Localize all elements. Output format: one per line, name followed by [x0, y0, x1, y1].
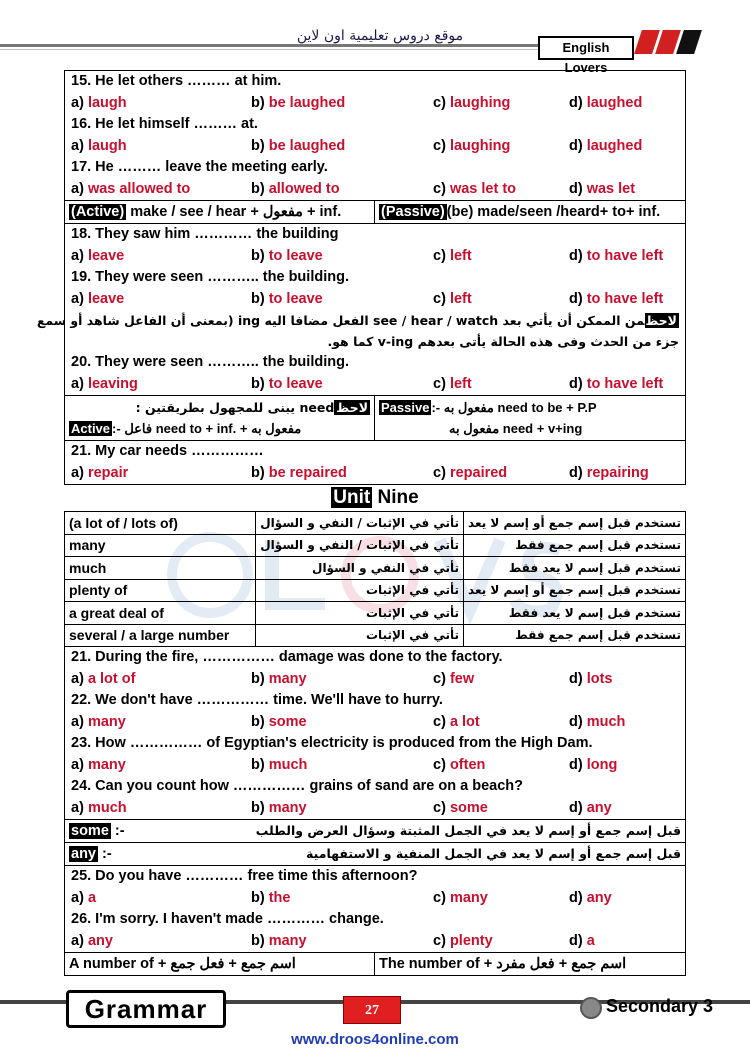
options-15 [71, 93, 679, 115]
note-see-hear-line1: لاحظمن الممكن أن يأتي بعد see / hear / watch الفعل مضافا اليه ing (بمعنى أن الفاعل شاهد أو سمع [36, 313, 677, 328]
quantifier-word: plenty of [65, 579, 256, 602]
option-b: b) to leave [251, 290, 323, 307]
question-block-need [64, 441, 686, 485]
option-c: c) some [433, 799, 488, 816]
option-d: d) laughed [569, 94, 643, 111]
question-block-see [36, 224, 686, 396]
options-16 [71, 136, 679, 158]
option-b: b) many [251, 670, 307, 687]
quantifier-word: much [65, 557, 256, 580]
unit-title: Unit Nine [333, 487, 419, 508]
rule-need-passive-2: مفعول به need + v+ing [449, 421, 583, 436]
quantifier-noun-type: تستخدم قبل إسم جمع فقط [464, 534, 686, 557]
quantifier-usage: تأتي في الإثبات [256, 602, 464, 625]
option-b: b) many [251, 799, 307, 816]
rule-any [64, 843, 686, 866]
rule-active-passive [64, 201, 686, 224]
note-see-hear-line2: جزء من الحدث وفى هذه الحالة يأتى بعدهم v-ing كما هو. [327, 334, 679, 349]
rule-some-text: قبل إسم جمع أو إسم لا يعد في الجمل المثبتة وسؤال العرض والطلب [255, 823, 681, 838]
option-c: c) left [433, 247, 472, 264]
option-b: b) the [251, 889, 291, 906]
option-b: b) to leave [251, 247, 323, 264]
option-c: c) many [433, 889, 488, 906]
rule-any-text: قبل إسم جمع أو إسم لا يعد في الجمل المنفية و الاستفهامية [306, 846, 681, 861]
question-16: 16. He let himself ……… at. [71, 116, 258, 132]
quantifier-noun-type: تستخدم قبل إسم جمع أو إسم لا يعد [464, 512, 686, 535]
question-15: 15. He let others ……… at him. [71, 73, 282, 89]
option-c: c) was let to [433, 180, 517, 197]
quantifier-usage: تأتي في الإثبات [256, 624, 464, 647]
rule-any-label: any :- [71, 846, 112, 862]
rule-need-passive: Passive :- مفعول به need to be + P.P [381, 400, 597, 415]
quantifier-noun-type: تستخدم قبل إسم لا يعد فقط [464, 557, 686, 580]
quantifier-noun-type: تستخدم قبل إسم لا يعد فقط [464, 602, 686, 625]
quantifier-usage: تأتي في الإثبات / النفي و السؤال [256, 512, 464, 535]
rule-the-number-of: The number of + اسم جمع + فعل مفرد [379, 956, 627, 972]
header-rule [0, 44, 560, 47]
question-25: 25. Do you have ………… free time this afternoon? [71, 868, 418, 884]
question-block-some-any [64, 866, 686, 953]
quantifier-word: a great deal of [65, 602, 256, 625]
question-21a: 21. My car needs …………… [71, 443, 264, 459]
quantifier-row [65, 624, 686, 647]
option-d: d) repairing [569, 464, 649, 481]
worksheet [36, 70, 686, 976]
grammar-badge: Grammar [66, 990, 226, 1028]
option-d: d) much [569, 713, 626, 730]
english-lovers-logo: English Lovers [538, 36, 634, 60]
option-d: d) any [569, 799, 612, 816]
option-d: d) a [569, 932, 595, 949]
options-20 [71, 374, 679, 396]
quantifier-word: several / a large number [65, 624, 256, 647]
question-block-quantifiers [64, 647, 686, 820]
option-b: b) some [251, 713, 307, 730]
rule-passive: (Passive) (be) made/seen /heard+ to+ inf. [381, 204, 661, 220]
option-a: a) was allowed to [71, 180, 191, 197]
quantifier-row [65, 602, 686, 625]
options-23 [71, 755, 679, 777]
rule-need-title: لاحظneed يبنى للمجهول بطريقتين : [135, 400, 368, 415]
option-a: a) any [71, 932, 113, 949]
option-b: b) be laughed [251, 94, 346, 111]
option-c: c) plenty [433, 932, 493, 949]
option-a: a) leaving [71, 375, 138, 392]
question-17: 17. He ……… leave the meeting early. [71, 159, 328, 175]
rule-need-active: Active :- فاعل need to + inf. + مفعول به [71, 421, 302, 436]
question-21b: 21. During the fire, …………… damage was done to the factory. [71, 649, 503, 665]
quantifier-noun-type: تستخدم قبل إسم جمع أو إسم لا يعد [464, 579, 686, 602]
rule-need-right [375, 396, 685, 440]
options-22 [71, 712, 679, 734]
options-19 [71, 289, 679, 311]
option-a: a) leave [71, 247, 125, 264]
option-d: d) to have left [569, 247, 664, 264]
options-25 [71, 888, 679, 910]
options-18 [71, 246, 679, 268]
option-a: a) repair [71, 464, 129, 481]
option-a: a) a lot of [71, 670, 136, 687]
option-b: b) to leave [251, 375, 323, 392]
quantifier-row [65, 579, 686, 602]
option-c: c) laughing [433, 94, 511, 111]
logo-flag-icon [638, 30, 698, 54]
question-26: 26. I'm sorry. I haven't made ………… change. [71, 911, 384, 927]
options-24 [71, 798, 679, 820]
option-b: b) be repaired [251, 464, 347, 481]
option-d: d) to have left [569, 290, 664, 307]
option-c: c) often [433, 756, 486, 773]
option-a: a) laugh [71, 137, 127, 154]
rule-number-of [64, 953, 686, 976]
question-19: 19. They were seen ……….. the building. [71, 269, 349, 285]
option-a: a) many [71, 713, 126, 730]
option-b: b) many [251, 932, 307, 949]
option-d: d) any [569, 889, 612, 906]
question-23: 23. How …………… of Egyptian's electricity is produced from the High Dam. [71, 735, 593, 751]
website-url[interactable]: www.droos4online.com [291, 1031, 459, 1048]
rule-some [64, 820, 686, 843]
option-c: c) repaired [433, 464, 508, 481]
question-22: 22. We don't have …………… time. We'll have to hurry. [71, 692, 443, 708]
option-c: c) left [433, 290, 472, 307]
option-a: a) laugh [71, 94, 127, 111]
rule-a-number-of: A number of + اسم جمع + فعل جمع [65, 953, 375, 975]
option-c: c) few [433, 670, 475, 687]
option-a: a) much [71, 799, 127, 816]
options-26 [71, 931, 679, 953]
question-24: 24. Can you count how …………… grains of sand are on a beach? [71, 778, 523, 794]
option-b: b) much [251, 756, 308, 773]
question-18: 18. They saw him ………… the building [71, 226, 339, 242]
option-c: c) a lot [433, 713, 480, 730]
option-d: d) lots [569, 670, 613, 687]
quantifier-usage: تأتي في النفي و السؤال [256, 557, 464, 580]
options-17 [71, 179, 679, 201]
option-d: d) long [569, 756, 618, 773]
option-d: d) laughed [569, 137, 643, 154]
question-20: 20. They were seen ……….. the building. [71, 354, 349, 370]
rule-need [64, 396, 686, 441]
quantifier-row [65, 534, 686, 557]
option-d: d) to have left [569, 375, 664, 392]
quantifier-table [64, 511, 686, 647]
rule-some-label: some :- [71, 823, 125, 839]
quantifier-row [65, 512, 686, 535]
page-number: 27 [343, 996, 401, 1024]
option-a: a) leave [71, 290, 125, 307]
quantifier-usage: تأتي في الإثبات [256, 579, 464, 602]
quantifier-noun-type: تستخدم قبل إسم جمع فقط [464, 624, 686, 647]
option-a: a) many [71, 756, 126, 773]
option-c: c) laughing [433, 137, 511, 154]
question-block-let [64, 70, 686, 201]
option-d: d) was let [569, 180, 636, 197]
quantifier-usage: تأتي في الإثبات / النفي و السؤال [256, 534, 464, 557]
options-21b [71, 669, 679, 691]
header-rule-thin [0, 49, 560, 50]
grade-level: Secondary 3 [606, 996, 714, 1016]
option-a: a) a [71, 889, 97, 906]
quantifier-word: many [65, 534, 256, 557]
rule-active: (Active) make / see / hear + مفعول + inf. [65, 201, 375, 223]
quantifier-row [65, 557, 686, 580]
quantifier-word: (a lot of / lots of) [65, 512, 256, 535]
site-title-arabic: موقع دروس تعليمية اون لاين [296, 28, 464, 44]
circle-bullet-icon [580, 997, 602, 1019]
option-b: b) be laughed [251, 137, 346, 154]
option-b: b) allowed to [251, 180, 340, 197]
options-21a [71, 463, 679, 485]
rule-need-left [65, 396, 375, 440]
option-c: c) left [433, 375, 472, 392]
